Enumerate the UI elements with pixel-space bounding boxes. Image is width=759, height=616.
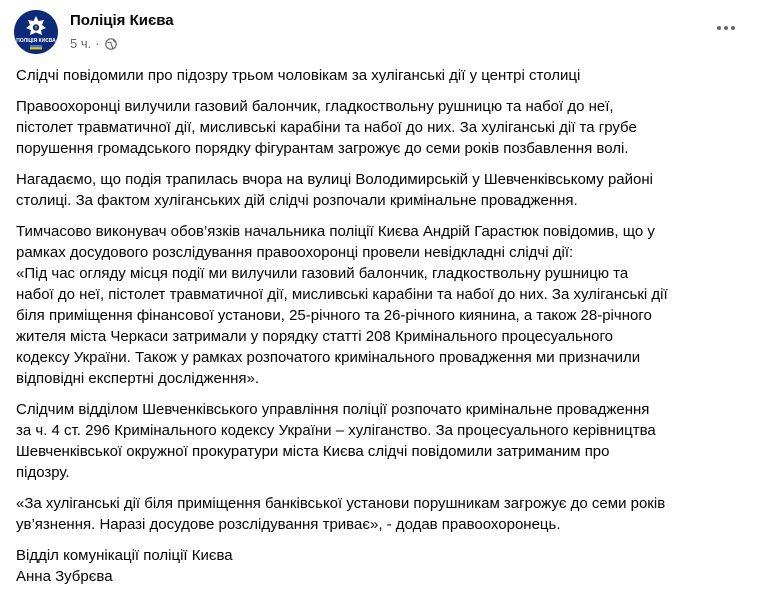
avatar-text: ПОЛІЦІЯ КИЄВА [16,38,56,44]
post-paragraph: Нагадаємо, що подія трапилась вчора на вулиці Володимирській у Шевченківському районі столиці. За фактом хуліганських дій слідчі розпочали кримінальне провадження. [16,171,653,209]
post-text [16,58,744,597]
avatar[interactable] [14,10,58,54]
post-time[interactable]: 5 ч. [70,36,92,51]
post-meta [70,36,117,51]
post-header [14,8,744,58]
post-signature: Відділ комунікації поліції Києва Анна Зубрєва [16,547,233,585]
more-dot [724,26,728,30]
meta-separator: · [95,36,100,51]
post-paragraph: Тимчасово виконувач обов’язків начальника поліції Києва Андрій Гарастюк повідомив, що у рамках досудового розслідування правоохоронці провели невідкладні слідчі дії: «Під час огляду місця події ми вилучили газовий балончик, гладкоствольну рушницю та набої до неї, пістолет травматичної дії, мисливські карабіни та набої до них. За хуліганські дії біля приміщення фінансової установи, 25-річного та 26-річного киянина, а також 28-річного жителя міста Черкаси затримали у порядку статті 208 Кримінального процесуального кодексу України. Також у рамках розпочатого кримінального провадження ми призначили відповідні експертні дослідження». [16,223,668,387]
police-logo-icon [14,10,58,54]
post-paragraph-title: Слідчі повідомили про підозру трьом чоловікам за хуліганські дії у центрі столиці [16,67,581,84]
more-dot [717,26,721,30]
post-paragraph: Слідчим відділом Шевченківського управління поліції розпочато кримінальне провадження за ч. 4 ст. 296 Кримінального кодексу України – хуліганство. За процесуального керівництва Шевченківської окружної прокуратури міста Києва слідчі повідомили затриманим про підозру. [16,401,656,481]
globe-icon[interactable] [105,38,117,50]
post-paragraph: Правоохоронці вилучили газовий балончик, гладкоствольну рушницю та набої до неї, пістолет травматичної дії, мисливські карабіни та набої до них. За хуліганські дії та грубе порушення громадського порядку фігурантам загрожує до семи років позбавлення волі. [16,98,637,157]
more-options-button[interactable] [710,16,742,40]
post-paragraph: «За хуліганські дії біля приміщення банківської установи порушникам загрожує до семи років ув’язнення. Наразі досудове розслідування триває», - додав правоохоронець. [16,495,666,533]
author-name[interactable]: Поліція Києва [70,12,174,29]
more-dot [731,26,735,30]
